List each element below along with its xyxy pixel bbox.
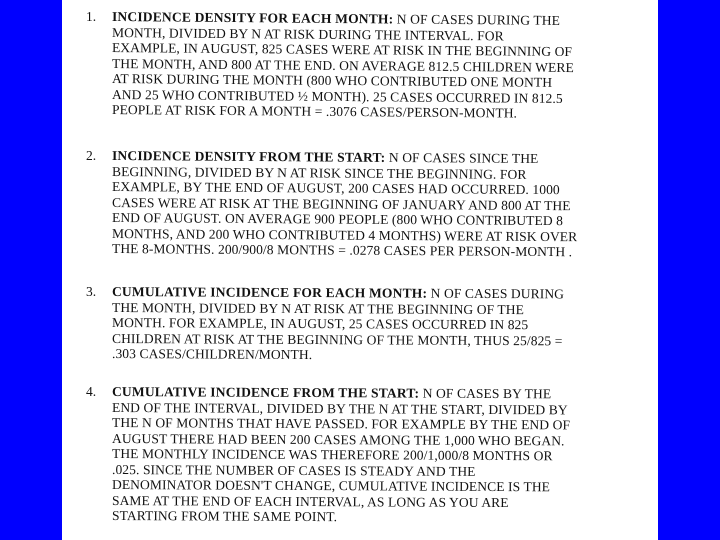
item-line: .303 CASES/CHILDREN/MONTH.	[111, 346, 313, 363]
item-line: THE MONTH, AND 800 AT THE END. ON AVERAGE 812.5 CHILDREN WERE	[111, 55, 574, 75]
definition-item-2	[86, 148, 654, 260]
item-line: BEGINNING, DIVIDED BY N AT RISK SINCE THE BEGINNING. FOR	[111, 163, 527, 182]
item-number: 1.	[86, 9, 97, 24]
item-line: END OF THE INTERVAL, DIVIDED BY THE N AT THE START, DIVIDED BY	[111, 399, 568, 417]
item-line: STARTING FROM THE SAME POINT.	[111, 508, 338, 525]
item-heading: CUMULATIVE INCIDENCE FROM THE START:	[111, 384, 420, 401]
definition-item-3	[86, 284, 654, 362]
item-line: N OF CASES DURING	[430, 285, 565, 302]
item-line: .025. SINCE THE NUMBER OF CASES IS STEADY AND THE	[111, 461, 476, 479]
item-line: AND 25 WHO CONTRIBUTED ½ MONTH). 25 CASES OCCURRED IN 812.5	[111, 86, 563, 106]
item-line: EXAMPLE, IN AUGUST, 825 CASES WERE AT RISK IN THE BEGINNING OF	[111, 40, 573, 60]
item-line: EXAMPLE, BY THE END OF AUGUST, 200 CASES HAD OCCURRED. 1000	[111, 179, 560, 198]
definition-item-1	[86, 9, 654, 121]
definition-item-4	[86, 384, 654, 524]
item-line: END OF AUGUST. ON AVERAGE 900 PEOPLE (800 WHO CONTRIBUTED 8	[111, 210, 564, 229]
item-heading: INCIDENCE DENSITY FROM THE START:	[111, 148, 386, 165]
item-heading: INCIDENCE DENSITY FOR EACH MONTH:	[111, 9, 394, 27]
scanned-document-page	[62, 0, 658, 540]
item-line: N OF CASES BY THE	[422, 385, 552, 402]
item-number: 2.	[86, 148, 97, 163]
item-line: MONTHS, AND 200 WHO CONTRIBUTED 4 MONTHS) WERE AT RISK OVER	[111, 225, 578, 244]
item-line: N OF CASES DURING THE	[396, 11, 561, 28]
item-line: MONTH, DIVIDED BY N AT RISK DURING THE INTERVAL. FOR	[111, 24, 504, 43]
item-line: CASES WERE AT RISK AT THE BEGINNING OF JANUARY AND 800 AT THE	[111, 194, 571, 213]
item-number: 3.	[86, 284, 97, 299]
item-line: SAME AT THE END OF EACH INTERVAL, AS LONG AS YOU ARE	[111, 492, 509, 510]
item-number: 4.	[86, 384, 97, 399]
item-line: MONTH. FOR EXAMPLE, IN AUGUST, 25 CASES OCCURRED IN 825	[111, 315, 529, 333]
item-line: DENOMINATOR DOESN'T CHANGE, CUMULATIVE INCIDENCE IS THE	[111, 477, 551, 495]
item-line: PEOPLE AT RISK FOR A MONTH = .3076 CASES/PERSON-MONTH.	[111, 102, 518, 121]
item-line: CHILDREN AT RISK AT THE BEGINNING OF THE MONTH, THUS 25/825 =	[111, 330, 563, 348]
item-line: AT RISK DURING THE MONTH (800 WHO CONTRIBUTED ONE MONTH	[111, 71, 553, 90]
item-line: AUGUST THERE HAD BEEN 200 CASES AMONG THE 1,000 WHO BEGAN.	[111, 430, 565, 448]
item-line: THE 8-MONTHS. 200/900/8 MONTHS = .0278 CASES PER PERSON-MONTH .	[111, 241, 573, 260]
item-line: THE MONTH, DIVIDED BY N AT RISK AT THE BEGINNING OF THE	[111, 299, 525, 317]
item-line: THE MONTHLY INCIDENCE WAS THEREFORE 200/1,000/8 MONTHS OR	[111, 446, 553, 464]
item-line: THE N OF MONTHS THAT HAVE PASSED. FOR EXAMPLE BY THE END OF	[111, 415, 571, 433]
item-line: N OF CASES SINCE THE	[388, 149, 539, 166]
item-heading: CUMULATIVE INCIDENCE FOR EACH MONTH:	[111, 284, 428, 301]
